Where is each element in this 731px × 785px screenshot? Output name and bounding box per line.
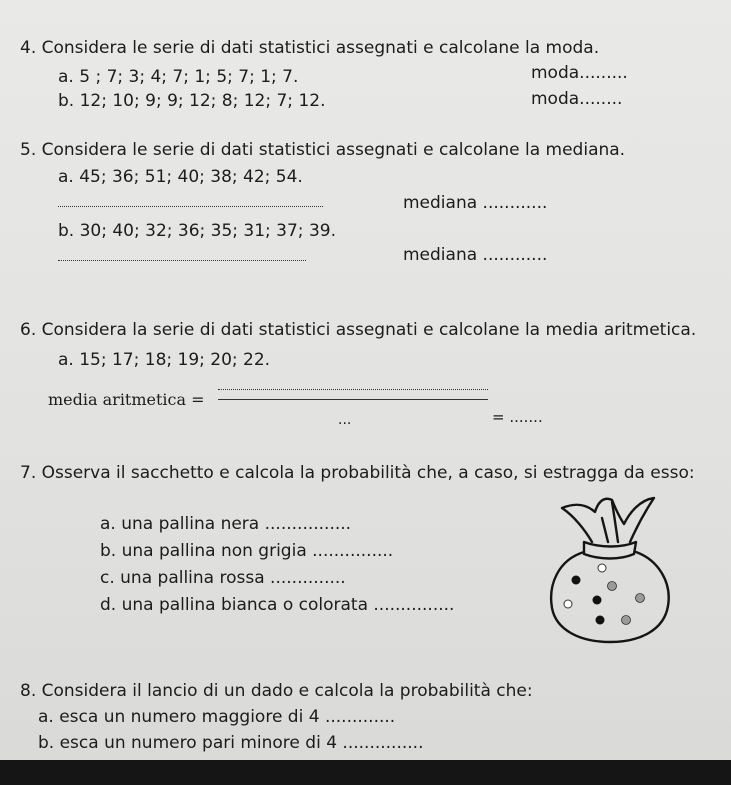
white-ball <box>598 564 606 572</box>
white-ball <box>564 600 572 608</box>
grey-ball <box>608 582 617 591</box>
q5-series-a: a. 45; 36; 51; 40; 38; 42; 54. <box>58 167 303 187</box>
q6-denominator: ... <box>338 412 352 428</box>
q5-answer-line-a <box>58 206 323 207</box>
bag-top <box>562 498 654 542</box>
q7-item-a: a. una pallina nera ................ <box>100 514 352 534</box>
black-ball <box>572 576 581 585</box>
q7-item-c: c. una pallina rossa .............. <box>100 568 346 588</box>
q6-result: = ....... <box>492 408 543 426</box>
q5-answer-line-b <box>58 260 306 261</box>
q4-series-b: b. 12; 10; 9; 9; 12; 8; 12; 7; 12. <box>58 91 326 111</box>
q5-title: 5. Considera le serie di dati statistici assegnati e calcolane la mediana. <box>20 140 626 160</box>
q6-series-a: a. 15; 17; 18; 19; 20; 22. <box>58 350 271 370</box>
grey-ball <box>622 616 631 625</box>
bag-body <box>551 552 669 642</box>
q6-fraction-bar <box>218 399 488 400</box>
q6-title: 6. Considera la serie di dati statistici assegnati e calcolane la media aritmetica. <box>20 320 697 340</box>
grey-ball <box>636 594 645 603</box>
q7-item-d: d. una pallina bianca o colorata ............... <box>100 595 455 615</box>
q5-answer-a: mediana ............ <box>403 193 548 213</box>
q7-item-b: b. una pallina non grigia ............... <box>100 541 394 561</box>
q5-series-b: b. 30; 40; 32; 36; 35; 31; 37; 39. <box>58 221 336 241</box>
q4-answer-a: moda......... <box>531 63 628 83</box>
q5-answer-b: mediana ............ <box>403 245 548 265</box>
q4-title: 4. Considera le serie di dati statistici assegnati e calcolane la moda. <box>20 38 600 58</box>
q4-answer-b: moda........ <box>531 89 623 109</box>
q8-item-b: b. esca un numero pari minore di 4 ............... <box>38 733 424 753</box>
q8-item-a: a. esca un numero maggiore di 4 ............. <box>38 707 396 727</box>
q6-formula-label: media aritmetica = <box>48 390 205 409</box>
bag-tie <box>584 542 636 559</box>
q8-title: 8. Considera il lancio di un dado e calcola la probabilità che: <box>20 681 533 701</box>
marble-bag-illustration <box>540 490 680 650</box>
black-ball <box>596 616 605 625</box>
q4-series-a: a. 5 ; 7; 3; 4; 7; 1; 5; 7; 1; 7. <box>58 67 299 87</box>
q6-numerator-line <box>218 389 488 390</box>
screen-bottom-edge <box>0 760 731 785</box>
q7-title: 7. Osserva il sacchetto e calcola la probabilità che, a caso, si estragga da esso: <box>20 463 695 483</box>
black-ball <box>593 596 602 605</box>
